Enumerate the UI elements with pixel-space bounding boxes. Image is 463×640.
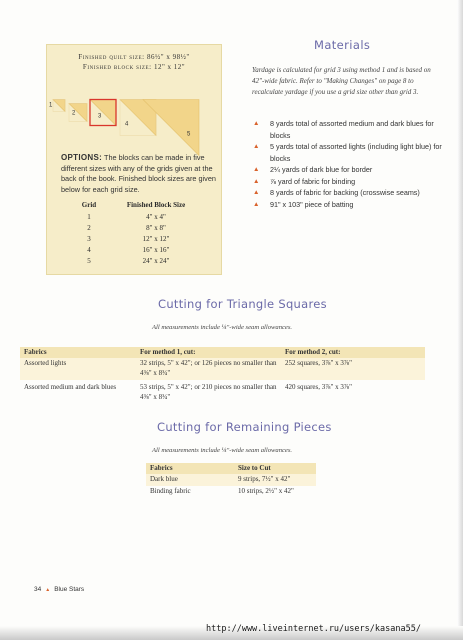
materials-item-text: 2¼ yards of dark blue for border <box>270 165 373 174</box>
finished-quilt-label: Finished quilt size: <box>78 53 145 61</box>
remaining-pieces-cutting-table <box>146 463 316 498</box>
materials-item-text: 8 yards total of assorted medium and dark blues for blocks <box>270 119 434 140</box>
options-text: The blocks can be made in five different sizes with any of the grids given at the back of the book. Finished block sizes are given below for each grid size. <box>61 153 216 194</box>
fabric-cell: Binding fabric <box>150 487 191 495</box>
grid-number: 4 <box>87 246 91 254</box>
materials-list <box>252 118 442 210</box>
materials-list-item <box>252 164 442 176</box>
table-row <box>146 486 316 498</box>
method-2-header: For method 2, cut: <box>285 347 341 356</box>
triangle-label-4: 4 <box>125 121 129 128</box>
grid-table-row <box>67 213 207 224</box>
page-edge-shadow <box>457 0 463 640</box>
materials-heading: Materials <box>314 38 371 52</box>
grid-table-row <box>67 246 207 257</box>
materials-list-item <box>252 141 442 164</box>
materials-list-item <box>252 118 442 141</box>
finished-quilt-value: 86½" x 98½" <box>146 53 190 61</box>
grid-number: 3 <box>87 235 91 243</box>
grid-number: 5 <box>87 257 91 265</box>
materials-list-item <box>252 187 442 199</box>
cutting-remaining-pieces-heading: Cutting for Remaining Pieces <box>157 420 332 434</box>
block-size-value: 12" x 12" <box>142 235 170 243</box>
page-number: 34 <box>34 586 42 593</box>
method-2-cell: 252 squares, 3⅞" x 3⅞" <box>285 359 352 367</box>
triangle-bullet-icon: ▲ <box>253 189 260 196</box>
block-size-value: 16" x 16" <box>142 246 170 254</box>
table-row <box>20 380 425 405</box>
fabrics-header: Fabrics <box>24 347 47 356</box>
block-size-value: 8" x 8" <box>146 224 166 232</box>
triangle-bullet-icon: ▲ <box>253 120 260 127</box>
watermark-url: http://www.liveinternet.ru/users/kasana55/ <box>206 624 421 634</box>
grid-table-row <box>67 257 207 268</box>
triangle-bullet-icon: ▲ <box>253 143 260 150</box>
materials-item-text: 91" x 103" piece of batting <box>270 199 354 209</box>
materials-item-text: ⅞ yard of fabric for binding <box>270 176 356 186</box>
method-1-cell: 32 strips, 5" x 42"; or 126 pieces no smaller than 4⅜" x 8¾" <box>140 359 277 377</box>
block-size-value: 4" x 4" <box>146 213 166 221</box>
grid-number: 2 <box>87 224 91 232</box>
options-heading: OPTIONS: <box>61 153 103 162</box>
materials-list-item <box>252 176 442 188</box>
materials-intro: Yardage is calculated for grid 3 using method 1 and is based on 42"-wide fabric. Refer to "Making Changes" on page 8 to recalculate yardage if you use a grid size other than grid 3. <box>252 66 431 96</box>
cutting-remaining-pieces-note: All measurements include ¼"-wide seam allowances. <box>152 447 293 454</box>
finished-block-label: Finished block size: <box>82 63 152 71</box>
page-footer <box>34 586 84 593</box>
block-size-value: 24" x 24" <box>142 257 170 265</box>
triangle-label-2: 2 <box>72 110 76 117</box>
grid-number: 1 <box>87 213 91 221</box>
finished-block-size <box>47 62 221 72</box>
method-1-header: For method 1, cut: <box>140 347 196 356</box>
cutting-table-header <box>146 463 316 474</box>
method-1-cell: 53 strips, 5" x 42"; or 210 pieces no smaller than 4⅜" x 8¾" <box>140 383 277 401</box>
triangle-squares-cutting-table <box>20 347 425 405</box>
grid-table-row <box>67 224 207 235</box>
triangle-label-5: 5 <box>187 131 191 138</box>
triangle-bullet-icon: ▲ <box>253 177 260 185</box>
materials-item-text: 8 yards of fabric for backing (crosswise seams) <box>270 188 420 197</box>
size-cell: 10 strips, 2½" x 42" <box>238 487 294 495</box>
fabric-cell: Assorted lights <box>24 359 67 367</box>
table-row <box>146 474 316 486</box>
grid-column-header: Grid <box>81 201 97 209</box>
triangle-grid-1 <box>53 100 65 112</box>
block-info-box <box>46 44 222 275</box>
size-cell: 9 strips, 7½" x 42" <box>238 475 291 483</box>
cutting-triangle-squares-note: All measurements include ¼"-wide seam allowances. <box>152 324 293 331</box>
table-row <box>20 358 425 380</box>
cutting-table-header <box>20 347 425 358</box>
materials-item-text: 5 yards total of assorted lights (including light blue) for blocks <box>270 142 442 163</box>
triangle-grid-3 <box>90 100 116 126</box>
fabrics-header: Fabrics <box>150 463 173 472</box>
triangle-bullet-icon: ▲ <box>253 200 260 208</box>
materials-list-item <box>252 199 442 211</box>
triangle-bullet-icon: ▲ <box>253 166 260 173</box>
block-size-column-header: Finished Block Size <box>126 201 186 209</box>
options-paragraph <box>61 153 217 195</box>
triangle-label-1: 1 <box>49 102 53 109</box>
grid-table-header <box>67 201 207 213</box>
finished-quilt-size <box>47 52 221 62</box>
triangle-separator-icon: ▲ <box>45 587 51 593</box>
finished-block-value: 12" x 12" <box>153 63 186 71</box>
grid-size-table <box>67 201 207 268</box>
triangle-label-3: 3 <box>98 113 102 120</box>
book-title: Blue Stars <box>54 586 85 593</box>
grid-table-row <box>67 235 207 246</box>
method-2-cell: 420 squares, 3⅞" x 3⅞" <box>285 383 352 391</box>
size-to-cut-header: Size to Cut <box>238 463 271 472</box>
fabric-cell: Dark blue <box>150 475 178 483</box>
fabric-cell: Assorted medium and dark blues <box>24 383 117 391</box>
cutting-triangle-squares-heading: Cutting for Triangle Squares <box>158 297 327 311</box>
